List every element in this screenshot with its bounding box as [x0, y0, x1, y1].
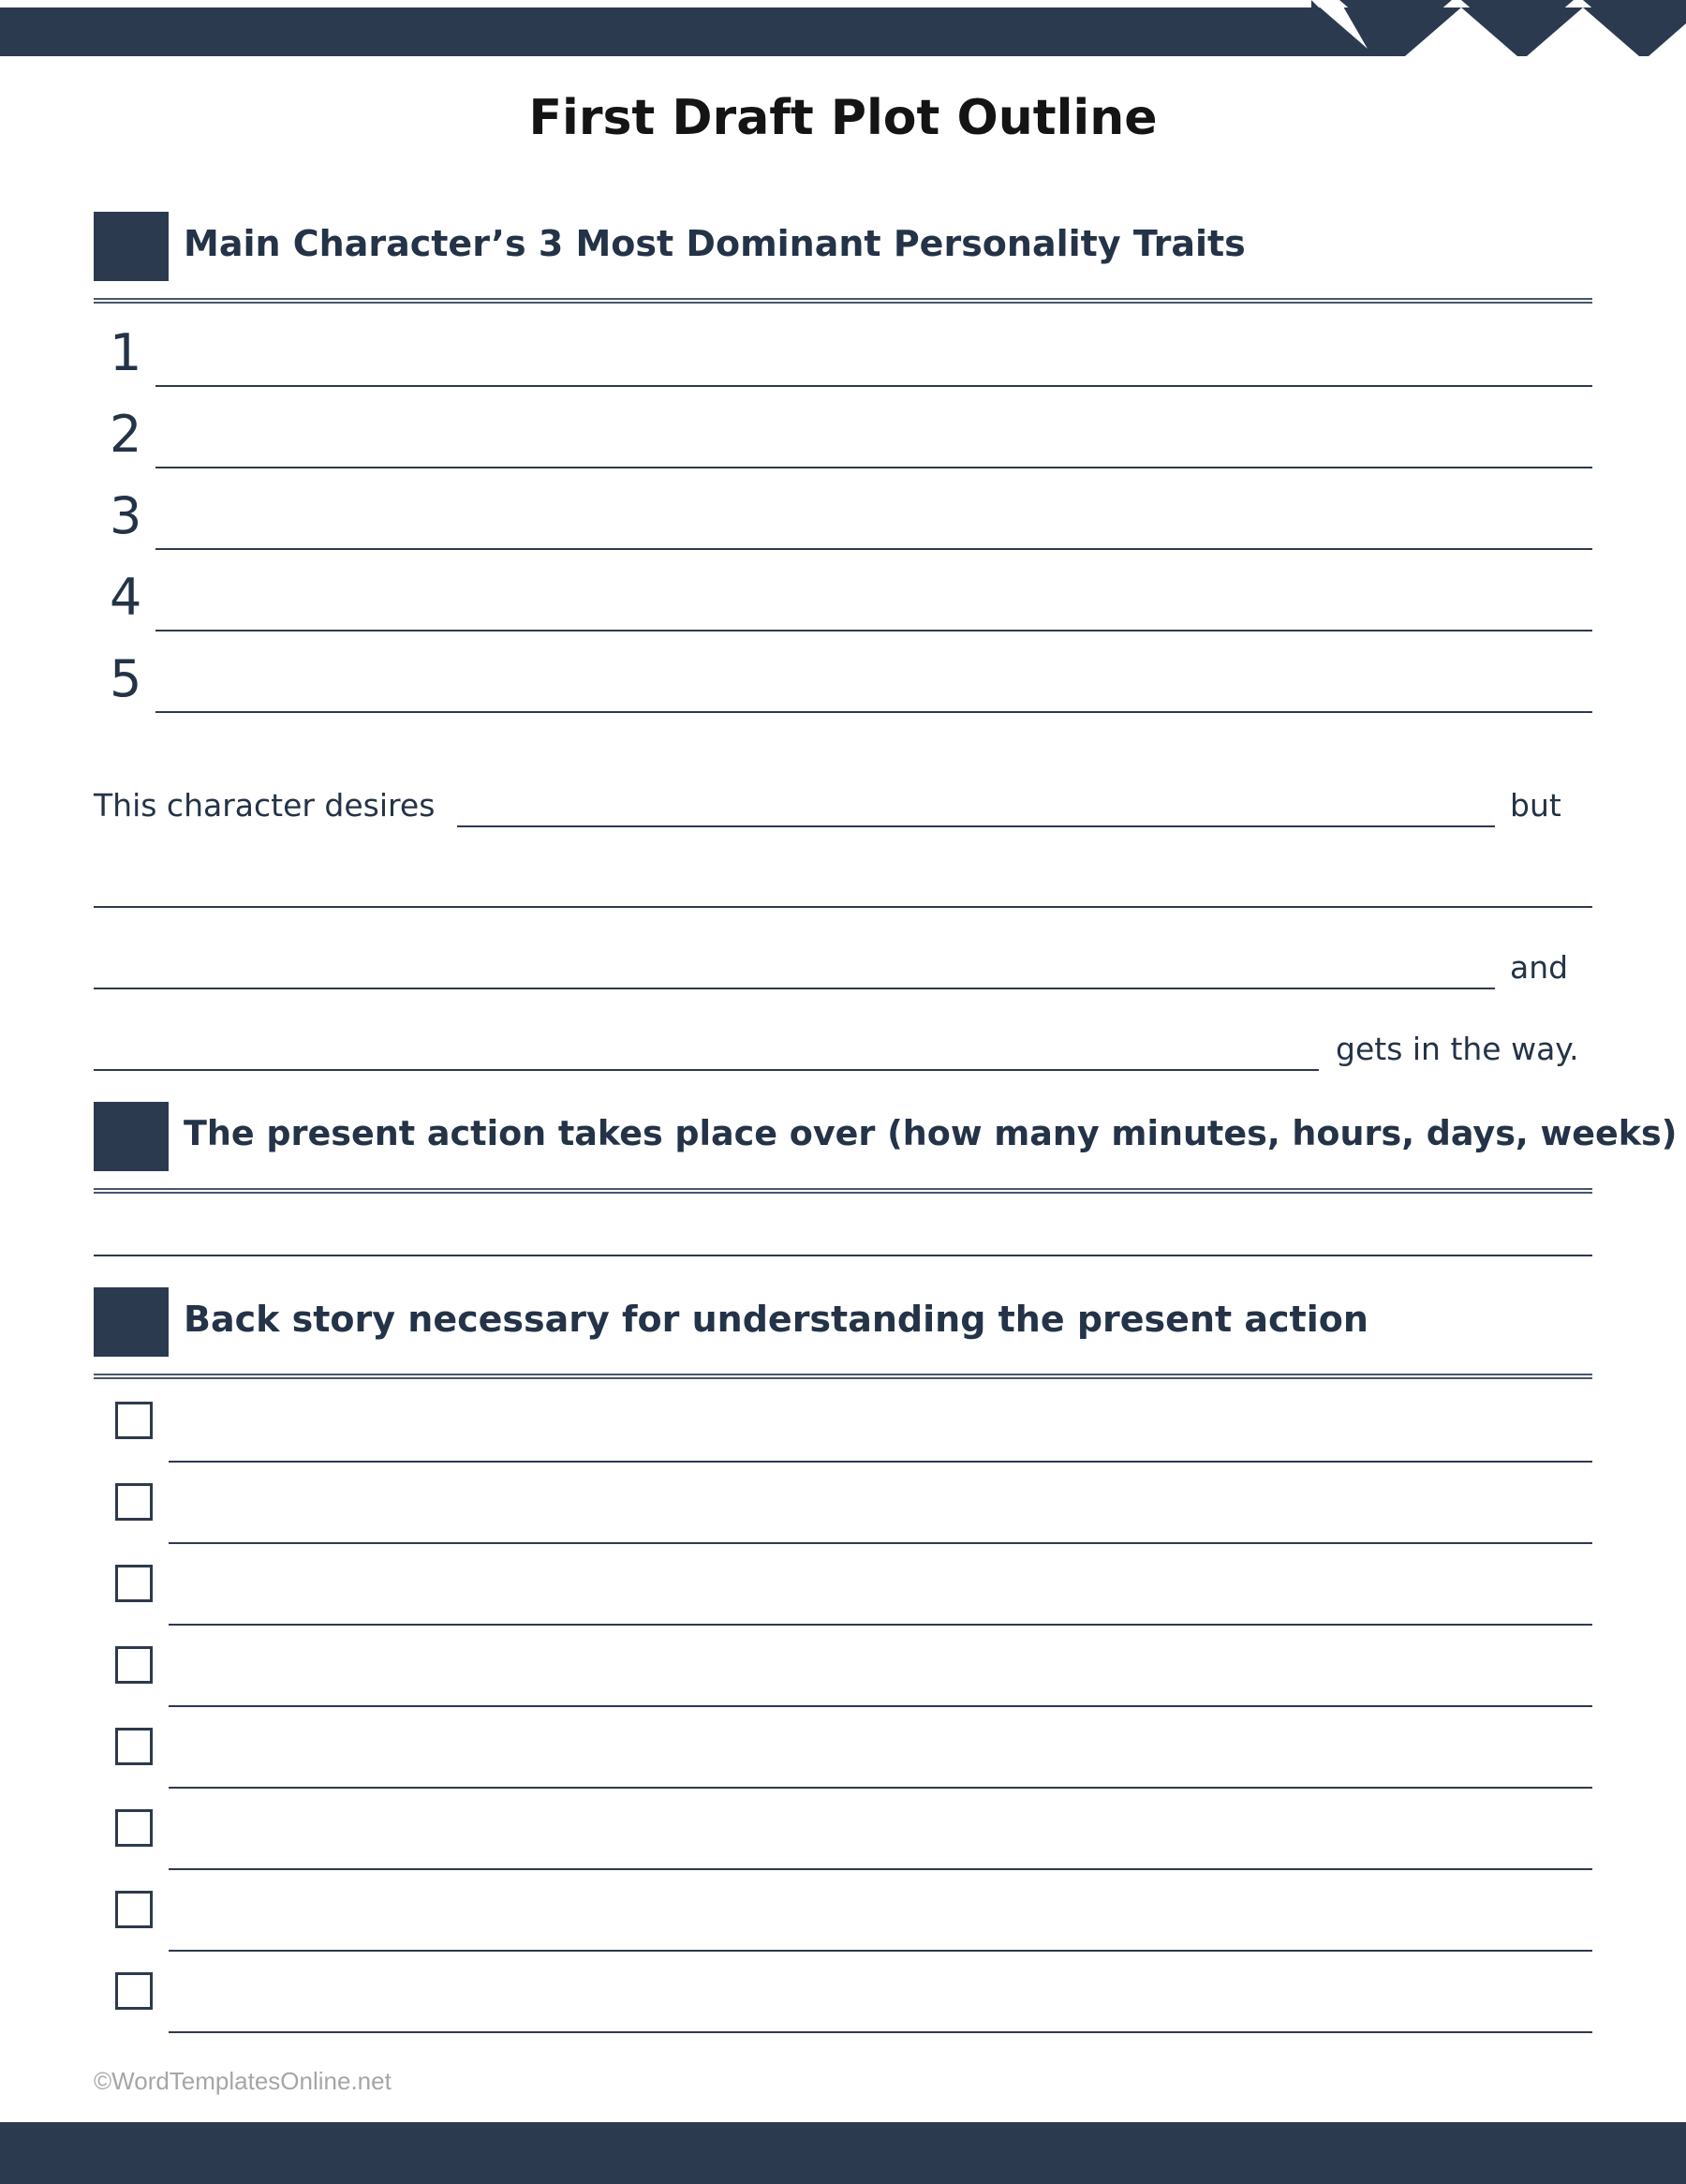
backstory-checkbox-3[interactable]	[115, 1565, 153, 1602]
backstory-line-1[interactable]	[169, 1461, 1592, 1463]
backstory-line-3[interactable]	[169, 1624, 1592, 1626]
traits-heading: Main Character’s 3 Most Dominant Personality Traits	[184, 223, 1246, 264]
trait-line-4[interactable]	[155, 630, 1592, 631]
traits-divider	[94, 298, 1592, 304]
trait-number-3: 3	[110, 486, 142, 545]
backstory-line-8[interactable]	[169, 2031, 1592, 2033]
backstory-checkbox-6[interactable]	[115, 1809, 153, 1847]
backstory-line-5[interactable]	[169, 1787, 1592, 1789]
backstory-line-4[interactable]	[169, 1705, 1592, 1707]
trait-number-4: 4	[110, 568, 142, 627]
trait-number-2: 2	[110, 405, 142, 464]
obstacle-line-3[interactable]	[94, 1069, 1319, 1071]
duration-line[interactable]	[94, 1255, 1592, 1256]
trait-number-5: 5	[110, 649, 142, 708]
section-marker-duration	[94, 1102, 169, 1171]
backstory-checkbox-8[interactable]	[115, 1972, 153, 2010]
backstory-checkbox-7[interactable]	[115, 1891, 153, 1928]
trait-number-1: 1	[110, 323, 142, 382]
backstory-checkbox-4[interactable]	[115, 1646, 153, 1684]
triangle-pattern	[1311, 0, 1686, 56]
backstory-line-7[interactable]	[169, 1950, 1592, 1952]
bottom-banner	[0, 2122, 1686, 2184]
desire-line[interactable]	[457, 825, 1495, 827]
desire-and: and	[1510, 949, 1569, 986]
backstory-checkbox-2[interactable]	[115, 1483, 153, 1521]
backstory-line-2[interactable]	[169, 1542, 1592, 1544]
backstory-divider	[94, 1374, 1592, 1379]
trait-line-5[interactable]	[155, 711, 1592, 713]
backstory-line-6[interactable]	[169, 1868, 1592, 1870]
backstory-heading: Back story necessary for understanding the present action	[184, 1299, 1368, 1340]
footer-copyright: ©WordTemplatesOnline.net	[94, 2067, 392, 2095]
desire-suffix: gets in the way.	[1336, 1031, 1579, 1067]
backstory-checkbox-5[interactable]	[115, 1728, 153, 1765]
trait-line-2[interactable]	[155, 467, 1592, 468]
section-marker-traits	[94, 212, 169, 281]
section-marker-backstory	[94, 1287, 169, 1357]
duration-heading: The present action takes place over (how many minutes, hours, days, weeks)	[184, 1113, 1678, 1153]
desire-but: but	[1510, 787, 1561, 824]
trait-line-1[interactable]	[155, 385, 1592, 387]
backstory-checkbox-1[interactable]	[115, 1402, 153, 1439]
desire-prefix: This character desires	[94, 787, 436, 824]
page-title: First Draft Plot Outline	[528, 90, 1158, 146]
duration-divider	[94, 1188, 1592, 1194]
trait-line-3[interactable]	[155, 548, 1592, 550]
obstacle-line-1[interactable]	[94, 906, 1592, 908]
obstacle-line-2[interactable]	[94, 988, 1495, 989]
